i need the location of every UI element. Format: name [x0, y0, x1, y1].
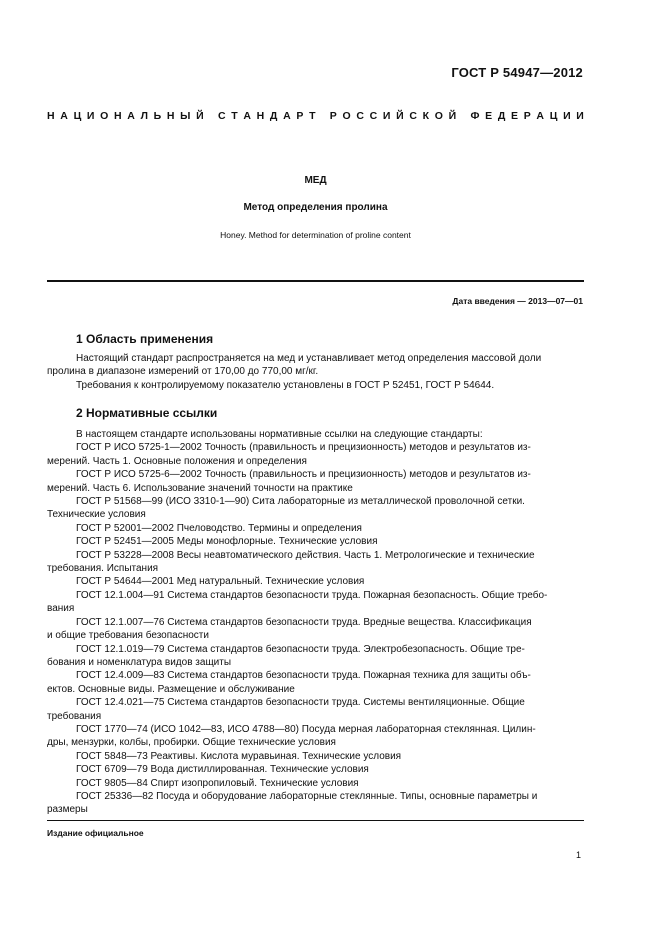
banner-letter: И [576, 110, 584, 122]
english-title: Honey. Method for determination of proline content [220, 230, 411, 240]
text-line: и общие требования безопасности [47, 630, 209, 642]
text-line: ГОСТ 12.1.004—91 Система стандартов безопасности труда. Пожарная безопасность. Общие требо- [76, 589, 548, 601]
banner-letter: И [86, 110, 95, 122]
banner-letter: Е [485, 110, 493, 122]
banner-letter: Н [114, 110, 122, 122]
banner-letter [462, 110, 465, 122]
banner-letter: А [536, 110, 545, 122]
banner-letter: Д [497, 110, 506, 122]
section-1-heading: 1 Область применения [76, 332, 214, 346]
text-line: требования. Испытания [47, 563, 159, 575]
banner-letter [209, 110, 212, 122]
banner-letter: Й [196, 110, 204, 122]
banner-letter: О [434, 110, 443, 122]
banner-letter: Ы [180, 110, 191, 122]
text-line: пролина в диапазоне измерений от 170,00 до 770,00 мг/кг. [47, 366, 319, 378]
text-line: ГОСТ 12.1.007—76 Система стандартов безопасности труда. Вредные вещества. Классификация [76, 616, 532, 628]
banner-letter: Л [140, 110, 148, 122]
text-line: ГОСТ Р 53228—2008 Весы неавтоматического действия. Часть 1. Метрологические и технические [76, 549, 535, 561]
banner-letter: Ц [73, 110, 82, 122]
banner-letter: С [409, 110, 417, 122]
national-standard-banner [47, 110, 584, 122]
text-line: ГОСТ Р 52451—2005 Меды монофлорные. Технические условия [76, 536, 378, 548]
document-subtitle: Метод определения пролина [243, 202, 388, 213]
text-line: ГОСТ Р 52001—2002 Пчеловодство. Термины и определения [76, 522, 362, 534]
text-line: мерений. Часть 6. Использование значений точности на практике [47, 482, 353, 494]
text-line: В настоящем стандарте использованы нормативные ссылки на следующие стандарты: [76, 429, 483, 440]
text-line: ГОСТ 1770—74 (ИСО 1042—83, ИСО 4788—80) Посуда мерная лабораторная стеклянная. Цилин- [76, 723, 536, 735]
banner-letter: Д [269, 110, 278, 122]
banner-letter: И [563, 110, 571, 122]
banner-letter: О [100, 110, 109, 122]
text-line: ГОСТ 25336—82 Посуда и оборудование лабораторные стеклянные. Типы, основные параметры и [76, 790, 538, 802]
text-line: ГОСТ 9805—84 Спирт изопропиловый. Технические условия [76, 777, 359, 789]
banner-letter: А [127, 110, 135, 122]
banner-letter: С [369, 110, 378, 122]
banner-letter: Й [396, 110, 404, 122]
banner-letter [321, 110, 324, 122]
text-line: размеры [47, 804, 88, 816]
page-number: 1 [575, 850, 581, 860]
footer-divider [47, 820, 584, 821]
text-line: ГОСТ Р 54644—2001 Мед натуральный. Технические условия [76, 576, 365, 588]
banner-letter: Р [329, 110, 337, 122]
banner-letter: А [243, 110, 251, 122]
banner-letter: Ц [549, 110, 558, 122]
banner-letter: Ь [153, 110, 162, 122]
text-line: ГОСТ 12.4.021—75 Система стандартов безопасности труда. Системы вентиляционные. Общие [76, 697, 525, 709]
text-line: вания [47, 603, 75, 615]
text-line: ГОСТ Р 51568—99 (ИСО 3310-1—90) Сита лабораторные из металлической проволочной сетки. [76, 496, 525, 508]
text-line: бования и номенклатура видов защиты [47, 656, 232, 668]
banner-letter: Ф [470, 110, 480, 122]
text-line: дры, мензурки, колбы, пробирки. Общие технические условия [47, 737, 336, 749]
text-line: ГОСТ 5848—73 Реактивы. Кислота муравьиная. Технические условия [76, 750, 402, 762]
text-line: ГОСТ 6709—79 Вода дистиллированная. Технические условия [76, 764, 369, 776]
banner-letter: Т [231, 110, 238, 122]
document-title: МЕД [304, 175, 327, 186]
section-2-heading: 2 Нормативные ссылки [76, 406, 218, 420]
text-line: ГОСТ 12.1.019—79 Система стандартов безопасности труда. Электробезопасность. Общие тре- [76, 643, 525, 655]
section-1-body [47, 352, 584, 392]
edition-label: Издание официальное [47, 828, 144, 838]
banner-letter: С [217, 110, 226, 122]
banner-letter: К [422, 110, 430, 122]
section-2-body [47, 428, 584, 817]
text-line: Настоящий стандарт распространяется на мед и устанавливает метод определения массовой доли [76, 353, 542, 364]
banner-letter: Н [256, 110, 265, 122]
banner-letter: Е [511, 110, 519, 122]
banner-letter: Р [523, 110, 531, 122]
banner-letter: О [342, 110, 351, 122]
text-line: мерений. Часть 1. Основные положения и определения [47, 455, 307, 467]
text-line: ектов. Основные виды. Размещение и обслуживание [47, 683, 295, 695]
banner-letter: Й [448, 110, 457, 122]
banner-letter: А [60, 110, 68, 122]
text-line: ГОСТ Р ИСО 5725-6—2002 Точность (правильность и прецизионность) методов и результатов из- [76, 469, 531, 481]
title-divider [47, 280, 584, 282]
document-number: ГОСТ Р 54947—2012 [451, 65, 583, 80]
banner-letter: Р [296, 110, 304, 122]
banner-letter: Т [309, 110, 316, 122]
introduction-date: Дата введения — 2013—07—01 [452, 296, 583, 306]
banner-letter: А [283, 110, 291, 122]
text-line: Технические условия [47, 509, 146, 521]
banner-letter: И [382, 110, 391, 122]
banner-letter: С [356, 110, 364, 122]
text-line: требования [47, 710, 102, 722]
banner-letter: Н [166, 110, 175, 122]
banner-letter: Н [47, 110, 55, 122]
text-line: ГОСТ 12.4.009—83 Система стандартов безопасности труда. Пожарная техника для защиты объ- [76, 670, 531, 682]
text-line: ГОСТ Р ИСО 5725-1—2002 Точность (правильность и прецизионность) методов и результатов из- [76, 442, 531, 454]
text-line: Требования к контролируемому показателю установлены в ГОСТ Р 52451, ГОСТ Р 54644. [76, 379, 495, 391]
